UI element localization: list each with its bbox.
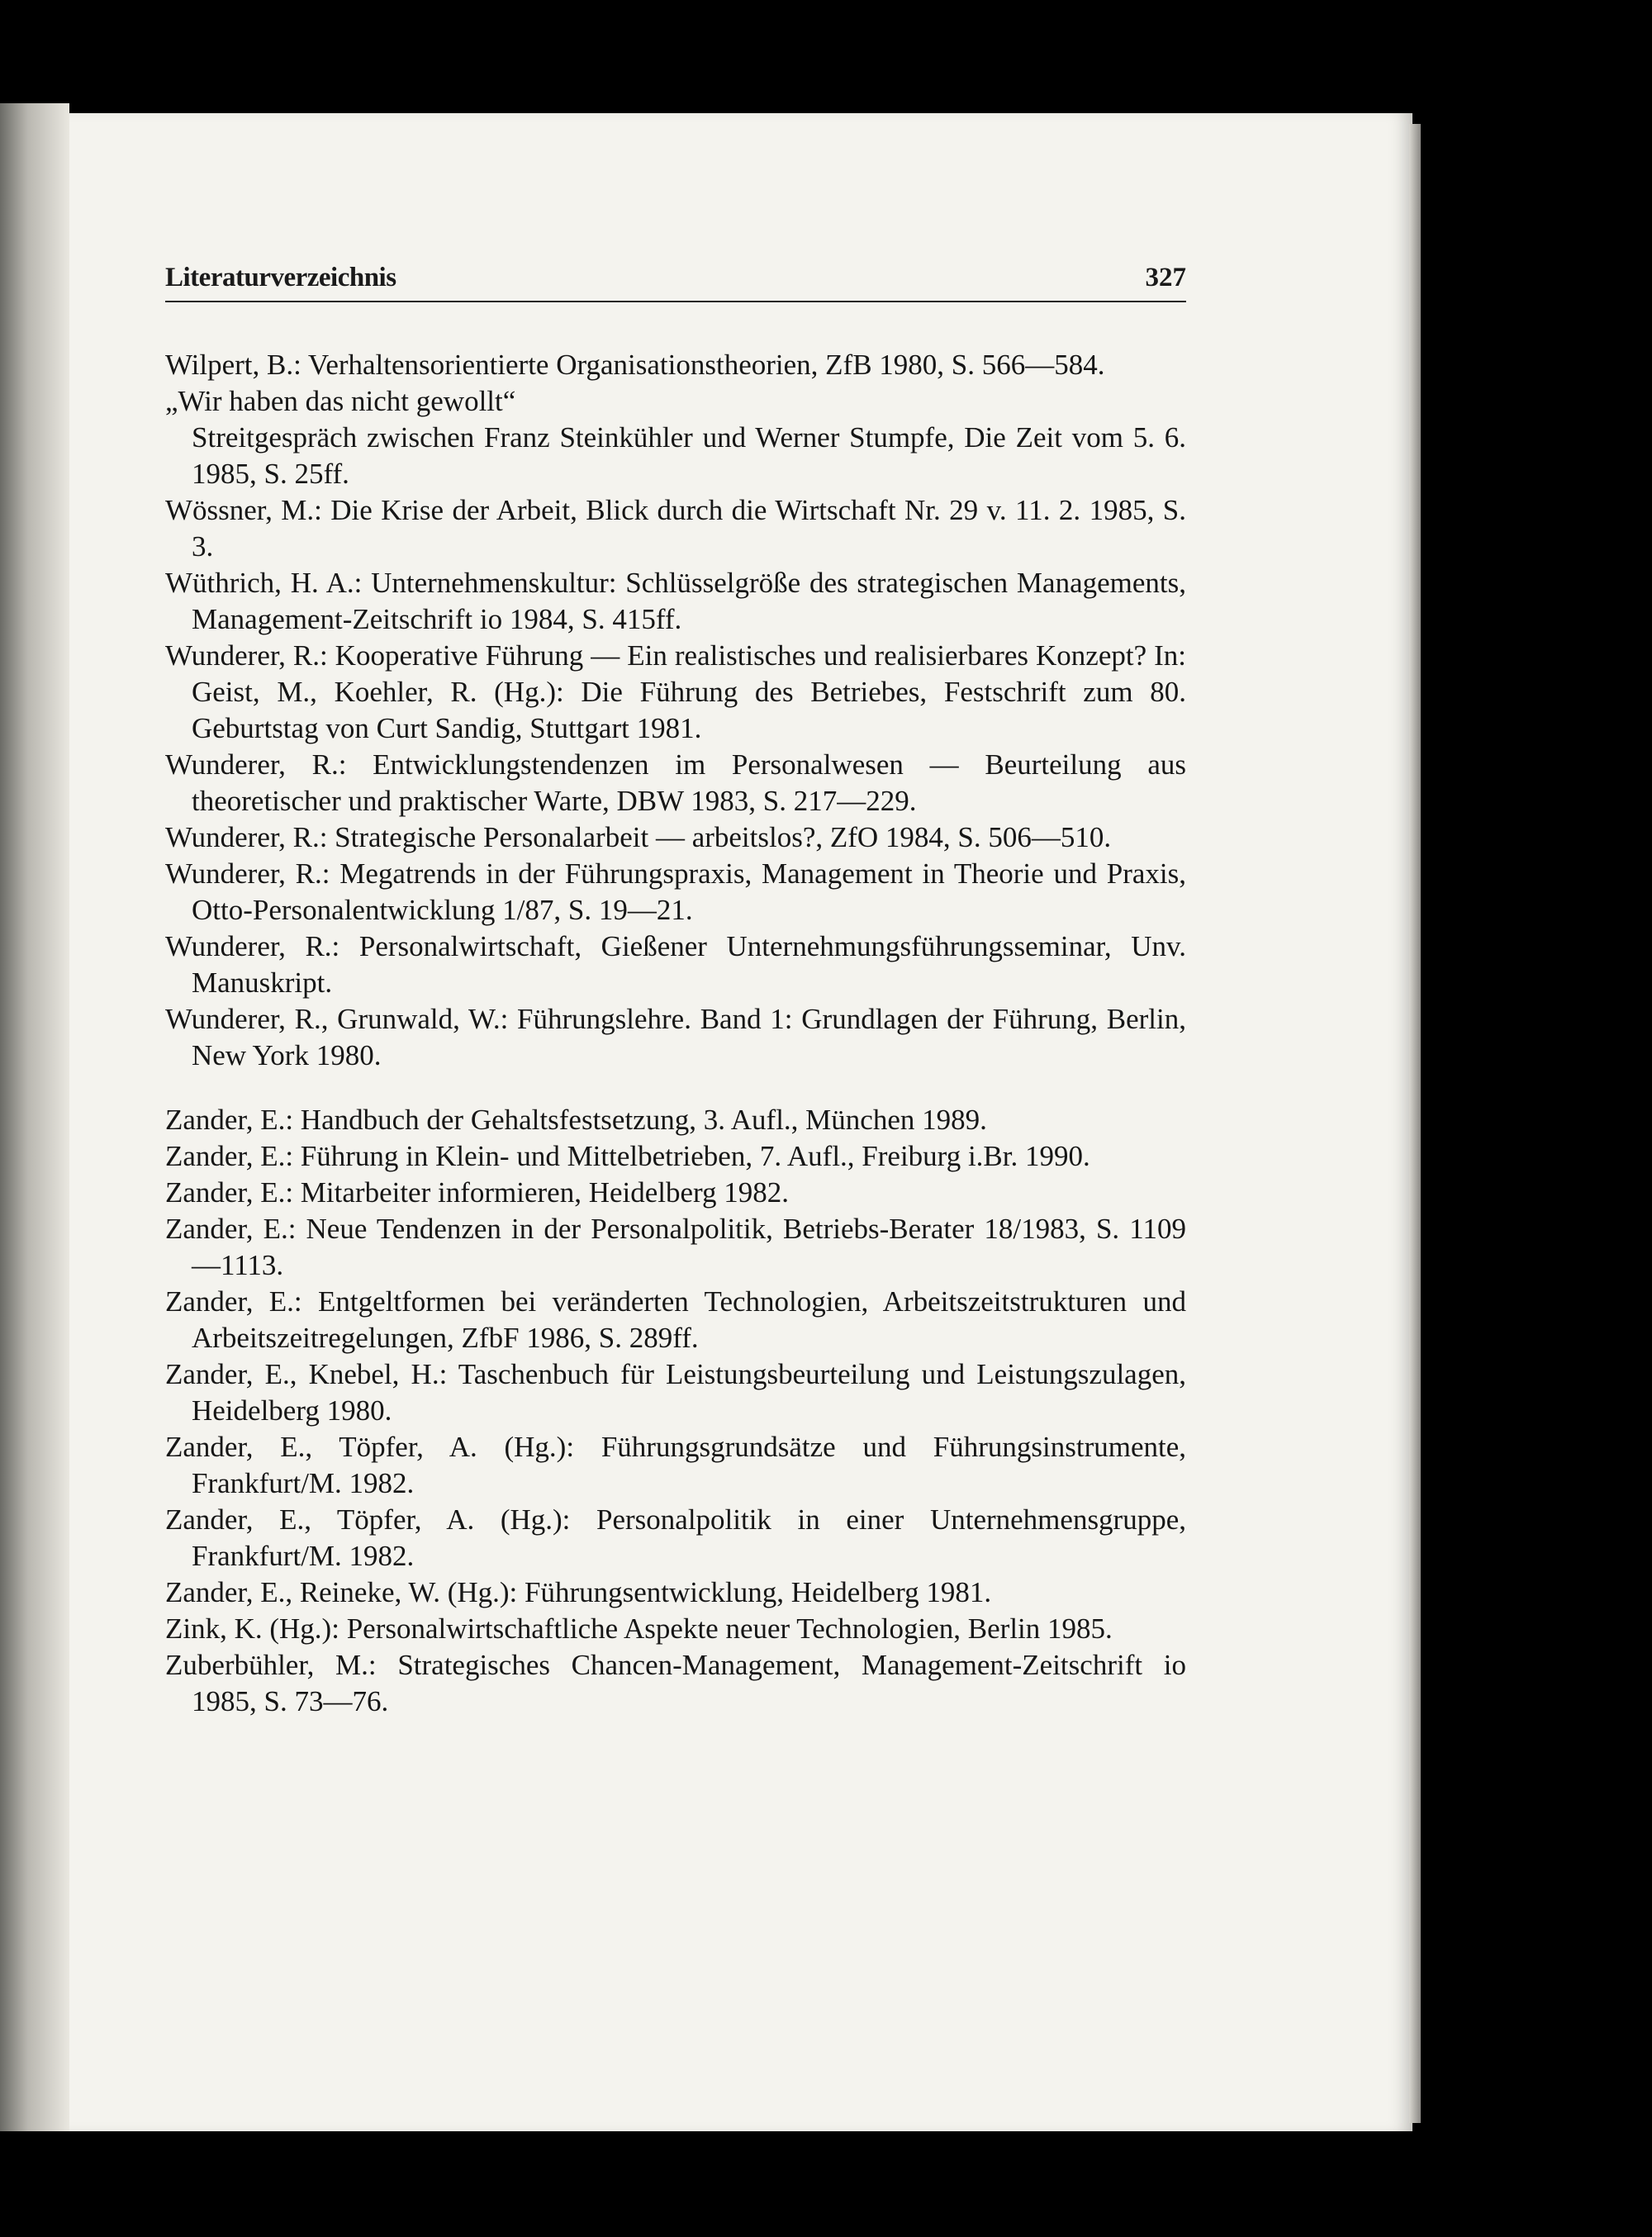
bib-entry: Zink, K. (Hg.): Personalwirtschaftliche Aspekte neuer Technologien, Berlin 1985.: [165, 1612, 1113, 1645]
bib-entry: Zuberbühler, M.: Strategisches Chancen-Management, Management-Zeitschrift io 1985, S. 73—76.: [165, 1649, 1186, 1717]
bib-entry: Streitgespräch zwischen Franz Steinkühler und Werner Stumpfe, Die Zeit vom 5. 6. 1985, S. 25ff.: [192, 421, 1186, 490]
bib-entry: Zander, E.: Neue Tendenzen in der Personalpolitik, Betriebs-Berater 18/1983, S. 1109—1113.: [165, 1213, 1186, 1281]
bib-entry: Wunderer, R.: Entwicklungstendenzen im Personalwesen — Beurteilung aus theoretischer und praktischer Warte, DBW 1983, S. 217—229.: [165, 748, 1186, 817]
running-title: Literaturverzeichnis: [165, 263, 396, 292]
bib-entry: Zander, E., Knebel, H.: Taschenbuch für Leistungsbeurteilung und Leistungszulagen, Heidelberg 1980.: [165, 1358, 1186, 1427]
bib-entry: Wunderer, R.: Personalwirtschaft, Gießener Unternehmungsführungsseminar, Unv. Manuskript.: [165, 930, 1186, 999]
bib-entry: Zander, E., Töpfer, A. (Hg.): Personalpolitik in einer Unternehmensgruppe, Frankfurt/M. 1982.: [165, 1503, 1186, 1572]
bibliography-list: [165, 347, 1186, 1720]
bib-entry: Zander, E.: Entgeltformen bei veränderten Technologien, Arbeitszeitstrukturen und Arbeitszeitregelungen, ZfbF 1986, S. 289ff.: [165, 1285, 1186, 1354]
bib-entry: Zander, E.: Handbuch der Gehaltsfestsetzung, 3. Aufl., München 1989.: [165, 1104, 987, 1136]
facing-page-edge: [0, 103, 69, 2131]
bib-entry: Wunderer, R., Grunwald, W.: Führungslehre. Band 1: Grundlagen der Führung, Berlin, New York 1980.: [165, 1003, 1186, 1071]
bib-entry: Wüthrich, H. A.: Unternehmenskultur: Schlüsselgröße des strategischen Managements, Management-Zeitschrift io 1984, S. 415ff.: [165, 567, 1186, 635]
header-rule: [165, 301, 1186, 302]
bib-entry: Wössner, M.: Die Krise der Arbeit, Blick durch die Wirtschaft Nr. 29 v. 11. 2. 1985, S. 3.: [165, 494, 1186, 563]
running-head: [165, 263, 1186, 299]
page-number: 327: [1145, 263, 1186, 292]
bib-entry: Wunderer, R.: Strategische Personalarbeit — arbeitslos?, ZfO 1984, S. 506—510.: [165, 821, 1112, 853]
bib-entry: Zander, E.: Mitarbeiter informieren, Heidelberg 1982.: [165, 1176, 790, 1209]
bib-entry: Wunderer, R.: Megatrends in der Führungspraxis, Management in Theorie und Praxis, Otto-Personalentwicklung 1/87, S. 19—21.: [165, 857, 1186, 926]
bib-entry: Zander, E., Reineke, W. (Hg.): Führungsentwicklung, Heidelberg 1981.: [165, 1576, 992, 1608]
bib-entry: Zander, E., Töpfer, A. (Hg.): Führungsgrundsätze und Führungsinstrumente, Frankfurt/M. 1982.: [165, 1431, 1186, 1499]
bib-entry: Wilpert, B.: Verhaltensorientierte Organisationstheorien, ZfB 1980, S. 566—584.: [165, 349, 1105, 381]
page-fore-edge: [1409, 124, 1421, 2123]
bib-entry: „Wir haben das nicht gewollt“: [165, 385, 516, 417]
bib-entry: Wunderer, R.: Kooperative Führung — Ein realistisches und realisierbares Konzept? In: Geist, M., Koehler, R. (Hg.): Die Führung des Betriebes, Festschrift zum 80. Geburtstag von Curt Sandig, Stuttgart 1981.: [165, 639, 1186, 744]
bib-entry: Zander, E.: Führung in Klein- und Mittelbetrieben, 7. Aufl., Freiburg i.Br. 1990.: [165, 1140, 1090, 1172]
